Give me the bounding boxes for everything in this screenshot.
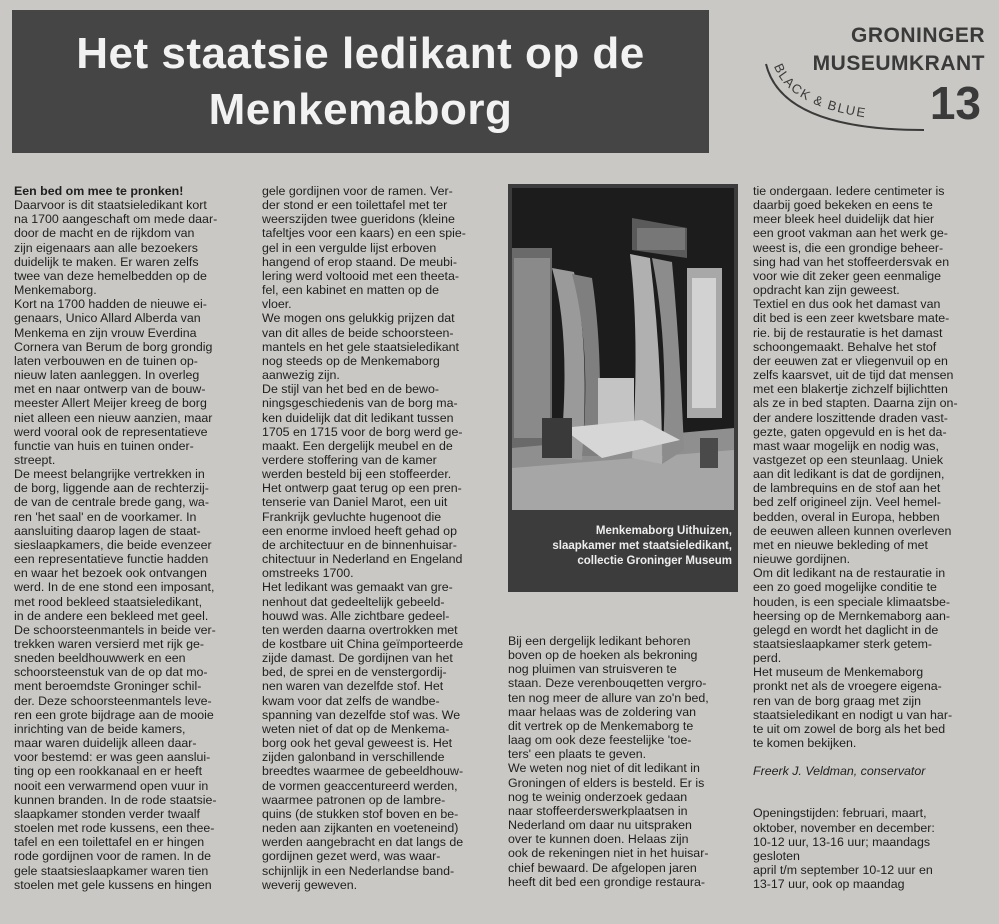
- text-line: staatsieslaapkamer sterk getem-: [753, 637, 933, 651]
- text-line: sneden beeldhouwwerk en een: [14, 651, 186, 666]
- author-credit: Freerk J. Veldman, conservator: [753, 764, 926, 779]
- text-line: nog pluimen van struisveren te: [508, 662, 677, 677]
- text-line: trekken waren versierd met rijk ge-: [14, 637, 205, 651]
- photo-caption: [516, 524, 732, 569]
- text-line: nooit een verwarmend open vuur in: [14, 778, 209, 793]
- text-line: Het ontwerp gaat terug op een pren-: [262, 481, 462, 496]
- text-line: ment beroemdste Groninger schil-: [14, 679, 202, 694]
- text-line: chief bewaard. De afgelopen jaren: [508, 860, 697, 875]
- text-line: der eeuwen zat er vliegenvuil op en: [753, 353, 948, 368]
- text-line: genaars, Unico Allard Alberda van: [14, 311, 201, 326]
- column-2-lines: [262, 184, 500, 892]
- caption-line-1: Menkemaborg Uithuizen,: [595, 525, 732, 537]
- text-line: borg ook het geval geweest is. Het: [262, 736, 453, 751]
- text-line: der andere loszittende draden vast-: [753, 410, 948, 425]
- text-line: gesloten: [753, 848, 800, 863]
- text-line: oktober, november en december:: [753, 820, 935, 835]
- bedroom-photo: [512, 188, 734, 510]
- text-line: heeft dit bed een grondige restaura-: [508, 874, 706, 889]
- text-line: tafeltjes voor een kaars) en een spie-: [262, 226, 466, 241]
- text-line: te komen bekijken.: [753, 736, 857, 751]
- text-line: werden aangebracht en dat langs de: [262, 835, 464, 850]
- text-line: 13-17 uur, ook op maandag: [753, 877, 905, 892]
- text-line: Cornera van Berum de borg grondig: [14, 339, 213, 354]
- text-line: neden aan zijkanten en voeteneind): [262, 821, 459, 836]
- headline-banner: [12, 10, 709, 153]
- text-line: chitectuur in Nederland en Engeland: [262, 552, 463, 567]
- text-line: der. Deze schoorsteenmantels leve-: [14, 693, 212, 708]
- text-line: gezte, gaten opgevuld en is het da-: [753, 424, 947, 439]
- article-column-3: [508, 634, 734, 889]
- text-line: met rood bekleed staatsieledikant,: [14, 594, 203, 609]
- text-line: sing had van het stoffeerdersvak en: [753, 254, 950, 269]
- text-line: voor wie dit zeker geen eenmalige: [753, 268, 942, 283]
- text-line: omstreeks 1700.: [262, 566, 354, 581]
- text-line: gel in een vergulde lijst erboven: [262, 240, 437, 255]
- article-column-2: [262, 184, 500, 892]
- text-line: een zo goed mogelijke conditie te: [753, 580, 937, 595]
- text-line: een enorme invloed heeft gehad op: [262, 523, 457, 538]
- text-line: werden besteld bij een stoffeerder.: [262, 467, 452, 482]
- text-line: de lambrequins en de stof aan het: [753, 481, 941, 496]
- column-1-lines: [14, 198, 252, 892]
- text-line: te uit om zowel de borg als het bed: [753, 721, 946, 736]
- svg-text:BLACK & BLUE: [771, 61, 868, 120]
- text-line: nog te weinig onderzoek gedaan: [508, 789, 688, 804]
- masthead-line-2: MUSEUMKRANT: [812, 52, 985, 75]
- text-line: schoongemaakt. Behalve het stof: [753, 339, 937, 354]
- text-line: met en naar ontwerp van de bouw-: [14, 382, 206, 397]
- text-line: een groot vakman aan het werk ge-: [753, 226, 948, 241]
- text-line: ten nog meer de allure van zo'n bed,: [508, 690, 709, 705]
- text-line: kunnen branden. In de rode staatsie-: [14, 792, 217, 807]
- masthead: [740, 18, 995, 138]
- text-line: Bij een dergelijk ledikant behoren: [508, 634, 691, 648]
- text-line: de borg, liggende aan de rechterzij-: [14, 481, 209, 496]
- text-line: de kostbare uit China geïmporteerde: [262, 637, 464, 651]
- text-line: na 1700 aangeschaft om mede daar-: [14, 212, 218, 227]
- text-line: nieuwe gordijnen.: [753, 552, 851, 567]
- text-line: aansluiting daarop lagen de staat-: [14, 523, 201, 538]
- text-line: bed, de sprei en de venstergordij-: [262, 665, 447, 680]
- text-line: zijde damast. De gordijnen van het: [262, 651, 453, 666]
- text-line: Menkema en zijn vrouw Everdina: [14, 325, 197, 340]
- text-line: inrichting van de beide kamers,: [14, 721, 186, 736]
- text-line: ren een grote bijdrage aan de mooie: [14, 707, 214, 722]
- text-line: verdere stoffering van de kamer: [262, 452, 437, 467]
- text-line: staan. Deze verenbouqetten vergro-: [508, 676, 707, 691]
- text-line: nenhout dat gedeeltelijk gebeeld-: [262, 594, 445, 609]
- text-line: lering werd voltooid met een theeta-: [262, 268, 459, 283]
- text-line: staatsieledikant en nodigt u van har-: [753, 707, 953, 722]
- caption-line-2: slaapkamer met staatsieledikant,: [552, 540, 732, 552]
- text-line: weverij geweven.: [262, 877, 358, 892]
- text-line: en waar het bezoek ook ontvangen: [14, 566, 207, 581]
- text-line: ren van de borg graag met zijn: [753, 693, 922, 708]
- text-line: stoelen met gele kussens en hingen: [14, 877, 212, 892]
- text-line: breedtes waarmee de gebeeldhouw-: [262, 764, 464, 779]
- text-line: nen waren van dezelfde stof. Het: [262, 679, 444, 694]
- text-line: gordijnen gezet werd, was waar-: [262, 849, 441, 864]
- text-line: voor bestemd: er was geen aanslui-: [14, 750, 211, 765]
- text-line: zijn eigenaars aan alle bezoekers: [14, 240, 198, 255]
- text-line: houden, is een speciale klimaatsbe-: [753, 594, 950, 609]
- headline-line-1: Het staatsie ledikant op de: [76, 28, 645, 78]
- text-line: meester Allert Meijer kreeg de borg: [14, 396, 207, 411]
- text-line: de vormen geaccentureerd werden,: [262, 778, 458, 793]
- text-line: de van de centrale brede gang, wa-: [14, 495, 209, 510]
- text-line: zelfs kaarsvet, uit de tijd dat mensen: [753, 368, 954, 383]
- text-line: ningsgeschiedenis van de borg ma-: [262, 396, 458, 411]
- text-line: vloer.: [262, 297, 292, 312]
- text-line: stoelen met rode kussens, een thee-: [14, 821, 215, 836]
- text-line: houwd was. Alle zichtbare gedeel-: [262, 608, 450, 623]
- text-line: Textiel en dus ook het damast van: [753, 297, 941, 312]
- text-line: Het ledikant was gemaakt van gre-: [262, 580, 453, 595]
- text-line: maakt. Een dergelijk meubel en de: [262, 438, 453, 453]
- black-and-blue-logo: [752, 50, 932, 140]
- text-line: Om dit ledikant na de restauratie in: [753, 566, 946, 581]
- text-line: de architectuur en de binnenhuisar-: [262, 537, 457, 552]
- text-line: de eeuwen alleen kunnen overleven: [753, 523, 952, 538]
- text-line: fel, een kabinet en matten op de: [262, 283, 440, 298]
- text-line: tenserie van Daniel Marot, een uit: [262, 495, 448, 510]
- text-line: Menkemaborg.: [14, 283, 97, 298]
- text-line: als ze in bed stapten. Daarna zijn on-: [753, 396, 958, 411]
- text-line: gele gordijnen voor de ramen. Ver-: [262, 184, 453, 198]
- text-line: mast waar mogelijk en nodig was,: [753, 438, 939, 453]
- text-line: ken duidelijk dat dit ledikant tussen: [262, 410, 454, 425]
- text-line: een representatieve functie hadden: [14, 552, 209, 567]
- text-line: van dit alles de beide schoorsteen-: [262, 325, 454, 340]
- text-line: tafel en een toilettafel en er hingen: [14, 835, 205, 850]
- text-line: der stond er een toilettafel met ter: [262, 198, 448, 213]
- text-line: weten niet of dat op de Menkema-: [262, 721, 450, 736]
- text-line: schoorsteenstuk van de op dat mo-: [14, 665, 208, 680]
- text-line: weerszijden twee gueridons (kleine: [262, 212, 455, 227]
- text-line: met een blakertje zichzelf bijlichtten: [753, 382, 948, 397]
- text-line: mantels en het gele staatsieledikant: [262, 339, 459, 354]
- opening-hours: [753, 806, 991, 891]
- text-line: ting op een rookkanaal en er heeft: [14, 764, 203, 779]
- text-line: opdracht kan zijn geweest.: [753, 283, 900, 298]
- text-line: Het museum de Menkemaborg: [753, 665, 924, 680]
- text-line: weest is, die een grondige beheer-: [753, 240, 944, 255]
- headline-line-2: Menkemaborg: [208, 84, 513, 134]
- issue-number: 13: [929, 77, 981, 129]
- column-3-lines: [508, 634, 734, 889]
- text-line: nieuw laten aanleggen. In overleg: [14, 368, 200, 383]
- masthead-line-1: GRONINGER: [850, 24, 985, 47]
- text-line: duidelijk te maken. Er waren zelfs: [14, 254, 199, 269]
- text-line: vastgezet op een steunlaag. Uniek: [753, 452, 944, 467]
- text-line: met en nieuwe bekleding of met: [753, 537, 928, 552]
- article-column-4: [753, 184, 991, 891]
- text-line: niet alleen een nieuw aanzien, maar: [14, 410, 213, 425]
- caption-line-3: collectie Groninger Museum: [577, 555, 732, 567]
- text-line: schijnlijk in een Nederlandse band-: [262, 863, 455, 878]
- text-line: bedden, overal in Europa, hebben: [753, 509, 940, 524]
- text-line: 1705 en 1715 voor de borg werd ge-: [262, 424, 463, 439]
- text-line: heersing op de Mernkemaborg aan-: [753, 608, 950, 623]
- text-line: dit vertrek op de Menkemaborg te: [508, 718, 694, 733]
- text-line: april t/m september 10-12 uur en: [753, 863, 933, 878]
- text-line: 10-12 uur, 13-16 uur; maandags: [753, 834, 931, 849]
- text-line: maar helaas was de zoldering van: [508, 704, 697, 719]
- text-line: rode gordijnen voor de ramen. In de: [14, 849, 211, 864]
- spacer: [753, 750, 991, 764]
- text-line: kwam voor dat zelfs de wandbe-: [262, 693, 440, 708]
- text-line: werd. In de ene stond een imposant,: [14, 580, 215, 595]
- text-line: door de macht en de rijkdom van: [14, 226, 195, 241]
- article-headline: [76, 26, 645, 138]
- text-line: daarbij goed bekeken en eens te: [753, 198, 933, 213]
- text-line: meer bleek heel duidelijk dat hier: [753, 212, 935, 227]
- text-line: De schoorsteenmantels in beide ver-: [14, 622, 216, 637]
- text-line: waarmee patronen op de lambre-: [262, 792, 446, 807]
- text-line: gelegd en wordt het daglicht in de: [753, 622, 939, 637]
- text-line: pronkt net als de vroegere eigena-: [753, 679, 942, 694]
- text-line: rie. bij de restauratie is het damast: [753, 325, 943, 340]
- text-line: ten werden daarna overtrokken met: [262, 622, 458, 637]
- article-subhead: Een bed om mee te pronken!: [14, 184, 184, 198]
- text-line: Frankrijk gevluchte hugenoot die: [262, 509, 442, 524]
- text-line: laag om ook deze feestelijke 'toe-: [508, 733, 692, 748]
- text-line: Kort na 1700 hadden de nieuwe ei-: [14, 297, 207, 312]
- text-line: De meest belangrijke vertrekken in: [14, 467, 205, 482]
- text-line: sieslaapkamers, die beide evenzeer: [14, 537, 212, 552]
- text-line: maar waren duidelijk alleen daar-: [14, 736, 197, 751]
- text-line: tie ondergaan. Iedere centimeter is: [753, 184, 945, 198]
- text-line: gele staatsieslaapkamer waren tien: [14, 863, 209, 878]
- photo-block: [508, 184, 738, 592]
- text-line: hangend of erop staand. De meubi-: [262, 254, 457, 269]
- text-line: in de andere een bekleed met geel.: [14, 608, 209, 623]
- text-line: dit bed is een zeer kwetsbare mate-: [753, 311, 950, 326]
- text-line: zijden galonband in verschillende: [262, 750, 445, 765]
- text-line: We mogen ons gelukkig prijzen dat: [262, 311, 455, 326]
- text-line: Nederland om daar nu uitspraken: [508, 818, 692, 833]
- text-line: laten verbouwen en de tuinen op-: [14, 353, 198, 368]
- text-line: spanning van dezelfde stof was. We: [262, 707, 461, 722]
- text-line: aan dit ledikant is dat de gordijnen,: [753, 467, 945, 482]
- text-line: boven op de hoeken als bekroning: [508, 648, 698, 663]
- article-column-1: [14, 184, 252, 892]
- text-line: functie van huis en tuinen onder-: [14, 438, 194, 453]
- text-line: De stijl van het bed en de bewo-: [262, 382, 440, 397]
- text-line: Groningen of elders is besteld. Er is: [508, 775, 705, 790]
- text-line: naar stoffeerderswerkplaatsen in: [508, 803, 688, 818]
- text-line: streept.: [14, 452, 56, 467]
- column-4-lines: [753, 184, 991, 750]
- state-bed-illustration: [512, 188, 734, 510]
- text-line: ook de rekeningen niet in het huisar-: [508, 846, 709, 861]
- text-line: ters' een plaats te geven.: [508, 747, 647, 762]
- text-line: quins (de stukken stof boven en be-: [262, 806, 459, 821]
- text-line: perd.: [753, 651, 782, 666]
- text-line: ren 'het saal' en de voorkamer. In: [14, 509, 197, 524]
- text-line: over te kunnen doen. Helaas zijn: [508, 832, 689, 847]
- text-line: bed zelf origineel zijn. Veel hemel-: [753, 495, 942, 510]
- text-line: We weten nog niet of dit ledikant in: [508, 761, 700, 776]
- text-line: werd vooral ook de representatieve: [14, 424, 208, 439]
- spacer: [753, 778, 991, 792]
- text-line: twee van deze hemelbedden op de: [14, 268, 207, 283]
- text-line: nog steeds op de Menkemaborg: [262, 353, 440, 368]
- logo-text: BLACK & BLUE: [771, 61, 868, 121]
- text-line: aanwezig zijn.: [262, 368, 340, 383]
- text-line: Openingstijden: februari, maart,: [753, 806, 927, 821]
- text-line: slaapkamer stonden verder twaalf: [14, 806, 200, 821]
- text-line: Daarvoor is dit staatsieledikant kort: [14, 198, 207, 213]
- spacer: [753, 792, 991, 806]
